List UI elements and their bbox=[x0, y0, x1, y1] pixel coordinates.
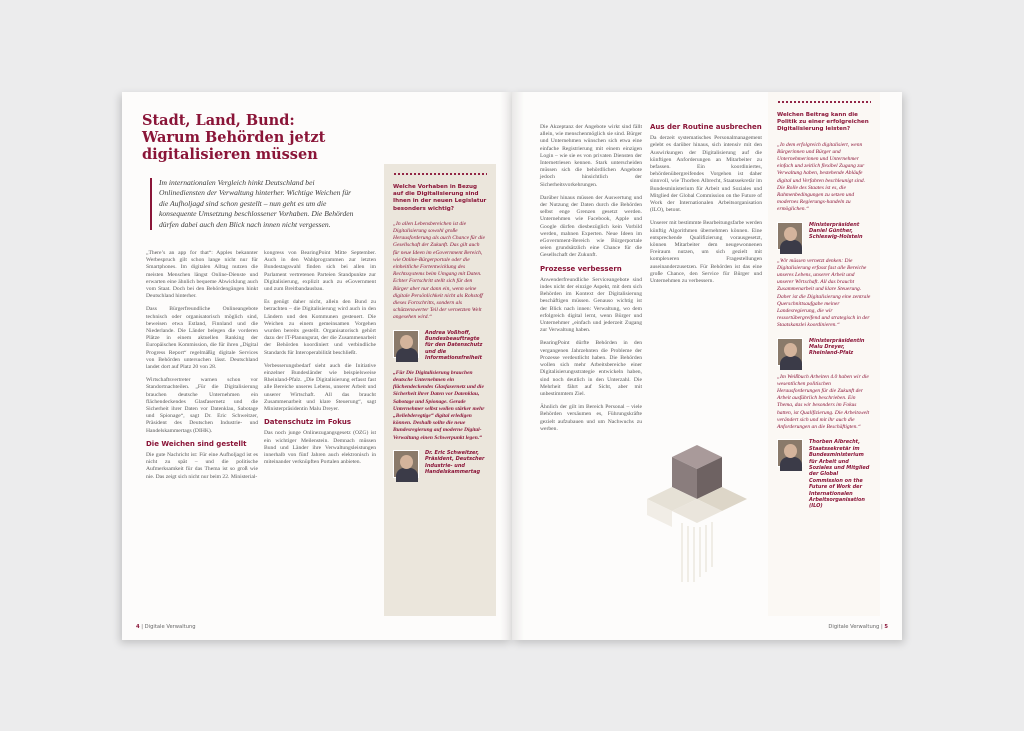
page-footer: Digitale Verwaltung | 5 bbox=[828, 624, 888, 630]
section-heading: Datenschutz im Fokus bbox=[264, 418, 351, 427]
body-paragraph: Dass Bürgerfreundliche Onlineangebote technisch oder organisatorisch möglich sind, beweisen etwa Estland, Finnland und die Niederlande. Die Länder belegen die vorderen Plätze in einem aktuellen Ranking der Europäischen Kommission, die für ihren „Digital Progress Report“ regelmäßig digitale Services von Behörden untersuchen lässt. Deutschland landet dort auf Platz 20 von 28. bbox=[146, 306, 258, 371]
quote-author bbox=[393, 450, 487, 478]
sidebar-quote: „Im Weißbuch Arbeiten 4.0 haben wir die wesentlichen politischen Herausforderungen für die Zukunft der Arbeit ausführlich beschrieben. Ein Thema, das wir besonders im Fokus hatten, ist Qualifizierung. Die Arbeitswelt verändert sich und mit ihr auch die Anforderungen an die Beschäftigten.“ bbox=[777, 373, 870, 431]
section-heading: Aus der Routine ausbrechen bbox=[650, 123, 762, 131]
interview-sidebar bbox=[768, 92, 880, 616]
page-number: 4 bbox=[136, 624, 140, 630]
quote-author bbox=[777, 222, 871, 250]
right-column-1b bbox=[540, 427, 640, 617]
left-column-1 bbox=[146, 250, 258, 618]
author-caption: Andrea Voßhoff, Bundesbeauftragte für den Datenschutz und die Informationsfreiheit bbox=[425, 329, 483, 362]
portrait-photo bbox=[777, 338, 803, 366]
headline: Stadt, Land, Bund: Warum Behörden jetzt digitalisieren müssen bbox=[142, 112, 326, 163]
body-paragraph: „There’s an app for that“: Apples bekannter Werbespruch gilt schon lange nicht nur für Smartphones. Im digitalen Alltag nutzen die meisten Menschen längst Online-Dienste und erwarten eine ähnlich bequeme Abwicklung auch vom Staat. Doch bei den Behördengängen hinkt Deutschland hinterher. bbox=[146, 250, 258, 300]
dotted-divider bbox=[393, 172, 487, 176]
section-heading: Prozesse verbessern bbox=[540, 264, 622, 273]
author-caption: Thorben Albrecht, Staatssekretär im Bundesministerium für Arbeit und Soziales und Mitglied der Global Commission on the Future of Work der Internationalen Arbeitsorganisation (ILO) bbox=[809, 439, 870, 510]
body-paragraph: Das noch junge Onlinezugangsgesetz (OZG) ist ein wichtiger Meilenstein. Demnach müssen Bund und Länder ihre Verwaltungsleistungen innerhalb von fünf Jahren auch elektronisch in miteinander verknüpften Portalen anbieten. bbox=[264, 430, 376, 466]
body-paragraph: Verbesserungsbedarf sieht auch die Initiative einzelner Bundesländer wie beispielsweise Rheinland-Pfalz. „Die Digitalisierung erfasst fast alle Bereiche unseres Lebens, unserer Arbeit und unserer Wirtschaft. All das braucht Zusammenarbeit und klare Steuerung“, sagt Ministerpräsidentin Malu Dreyer. bbox=[264, 362, 376, 413]
lead-paragraph: Im internationalen Vergleich hinkt Deutschland bei Onlinediensten der Verwaltung hinterher. Wichtige Weichen für die Aufholjagd sind schon gestellt – nun geht es um die konsequente Umsetzung beschlossener Vorhaben. Die Behörden dürfen dabei auch den Blick nach innen nicht vergessen. bbox=[150, 178, 360, 230]
left-page bbox=[122, 92, 512, 640]
body-paragraph: Es genügt daher nicht, allein den Bund zu betrachten – die Digitalisierung wird auch in den Ländern und den Kommunen gesteuert. Die Weichen zu einem gemeinsamen Vorgehen wurden bereits gestellt. Organisatorisch gehört dazu der IT-Planungsrat, der die Zusammenarbeit der Behörden koordiniert und verbindliche Standards für Interoperabilität beschließt. bbox=[264, 299, 376, 356]
sidebar-quote: „In allen Lebensbereichen ist die Digitalisierung sowohl große Herausforderung als auch Chance für die Gesellschaft der Zukunft. Das gilt auch für neue Ideen im eGovernment Bereich, wie Online-Bürgerportale oder die einheitliche Fortentwicklung des Rechtssystems beim Umgang mit Daten. Echter Fortschritt stellt sich für den Bürger aber nur dann ein, wenn seine digitale Persönlichkeit nicht als Rohstoff dieses Fortschritts, sondern als schützenswerter Teil der vernetzten Welt angesehen wird.“ bbox=[393, 220, 485, 321]
body-paragraph: Die gute Nachricht ist: Für eine Aufholjagd ist es nicht zu spät – und die politische Aufmerksamkeit für das Thema ist so groß wie nie. Das zeigt sich nicht nur beim 22. Ministerial- bbox=[146, 452, 258, 480]
portrait-photo bbox=[777, 439, 803, 467]
section-heading: Die Weichen sind gestellt bbox=[146, 439, 247, 448]
right-page bbox=[512, 92, 902, 640]
portrait-photo bbox=[777, 222, 803, 250]
footer-label: Digitale Verwaltung bbox=[828, 624, 880, 630]
sidebar-question: Welchen Beitrag kann die Politik zu einer erfolgreichen Digitalisierung leisten? bbox=[777, 112, 869, 133]
footer-label: Digitale Verwaltung bbox=[144, 624, 196, 630]
right-column-1 bbox=[540, 124, 642, 432]
author-caption: Ministerpräsidentin Malu Dreyer, Rheinland-Pfalz bbox=[809, 337, 865, 357]
body-paragraph: Darüber hinaus müssen der Auswertung und der Nutzung der Daten durch die Behörden selbst enge Grenzen gesetzt werden. Unternehmen wie Facebook, Apple und Google dürfen diesbezüglich kein Vorbild werden, mahnen Experten. Neue Ideen im eGovernment-Bereich wie Bürgerportale seien grundsätzlich eine Chance für die Gesellschaft der Zukunft. bbox=[540, 194, 642, 259]
body-paragraph: Unserer mit bestimmte Bearbeitungsfarbe werden künftig Algorithmen übernehmen können. Eine entsprechende Qualifizierung vorausgesetzt, können Mitarbeiter dem neugewonnenen Freiraum nutzen, um sich gezielt mit komplexeren Fragestellungen auseinanderzusetzen. Für Behörden ist das eine große Chance, den Service für Bürger und Unternehmen zu verbessern. bbox=[650, 220, 762, 285]
body-paragraph: Die Akzeptanz der Angebote wirkt sind fällt allein, wie menschenmöglich sie sind. Bürger und Unternehmen wünschen sich etwa eine einfache Registrierung mit einem einzigen Login – wie sie es von privaten Diensten der Internetriesen kennen. Stark unterscheiden müssen sich die behördlichen Angebote jedoch hinsichtlich der Sicherheitsvorkehrungen. bbox=[540, 124, 642, 188]
author-caption: Dr. Eric Schweitzer, Präsident, Deutscher Industrie- und Handelskammertag bbox=[425, 449, 485, 475]
portrait-photo bbox=[393, 450, 419, 478]
left-column-2 bbox=[264, 250, 376, 618]
body-paragraph: kongress von BearingPoint Mitte September. Auch in den Wahlprogrammen zur letzten Bundestagswahl finden sich bei allen im Parlament vertretenen Parteien Standpunkte zur Digitalisierung, explizit auch zu eGovernment und zum Breitbandausbau. bbox=[264, 250, 376, 293]
sidebar-quote: „In dem erfolgreich digitalisiert, wenn Bürgerinnen und Bürger und Unternehmerinnen und Unternehmer einfach und zeitlich flexibel Zugang zur Verwaltung haben, bestehende Abläufe digital und Verfahren beschleunigt sind. Die Rolle des Staates ist es, die Rahmenbedingungen zu setzen und modernes Regierungs-handeln zu ermöglichen.“ bbox=[777, 141, 865, 213]
page-footer: 4 | Digitale Verwaltung bbox=[136, 624, 196, 630]
quote-author bbox=[777, 338, 871, 366]
sidebar-question: Welche Vorhaben in Bezug auf die Digitalisierung sind Ihnen in der neuen Legislatur besonders wichtig? bbox=[393, 184, 487, 212]
body-paragraph: Wirtschaftsvertreter warnen schon vor Standortnachteilen. „Für die Digitalisierung brauchen deutsche Unternehmen ein flächendeckendes Glasfasernetz und die Sicherheit ihrer Daten vor Datenklau, Sabotage und Spionage“, sagt Dr. Eric Schweitzer, Präsident des Deutschen Industrie- und Handelskammertags (DIHK). bbox=[146, 377, 258, 434]
body-paragraph: Anwenderfreundliche Serviceangebote sind indes nicht der einzige Aspekt, mit dem sich Behörden im Kontext der Digitalisierung beschäftigen müssen. Genauso wichtig ist der Blick nach innen: Verwaltung, wo dem erfolgreich digital lernt, wenn Bürger und Unternehmer „einfach und jederzeit Zugang zur Verwaltung haben. bbox=[540, 276, 642, 334]
body-paragraph: BearingPoint dürfte Behörden in den vergangenen Jahrzehnten die Probleme der Prozesse verdeutlicht haben. Die Behörden wollen sich mehr Arbeitsbereiche einer Digitalisierungsstrategie entwickeln haben, sind noch deutlich in den Unterzahl. Die Mehrheit fährt auf Sicht, aber mit unbestimmtem Ziel. bbox=[540, 340, 642, 397]
page-number: 5 bbox=[884, 624, 888, 630]
dotted-divider bbox=[777, 100, 871, 104]
right-column-2 bbox=[650, 124, 762, 424]
sidebar-quote: „Für Die Digitalisierung brauchen deutsche Unternehmen ein flächendeckendes Glasfasernetz und die Sicherheit ihrer Daten vor Datenklau, Sabotage und Spionage. Gerade Unternehmer selbst wollen stärker mehr „Beliebderegtige“ digital erledigen können. Deshalb sollte die neue Bundesregierung auf moderne Digital-Verwaltung einen Schwerpunkt legen.“ bbox=[393, 369, 485, 441]
author-caption: Ministerpräsident Daniel Günther, Schleswig-Holstein bbox=[809, 221, 863, 241]
quote-author bbox=[777, 439, 871, 509]
body-paragraph: Ähnlich der gilt im Bereich Personal – viele Behörden versäumen es, Führungskräfte gezielt aufzubauen und um Nachwuchs zu werben. bbox=[540, 404, 642, 432]
portrait-photo bbox=[393, 330, 419, 358]
quote-author bbox=[393, 330, 487, 362]
body-paragraph: Da derzeit systematisches Personalmanagement gelebt es darüber hinaus, sich intensiv mit den Auswirkungen der Digitalisierung auf die künftigen Anforderungen an Mitarbeiter zu befassen. Ein koordiniertes, behördenübergreifendes Vorgehen ist daher sinnvoll, wie Thorben Albrecht, Staatssekretär im Bundesministerium für Arbeit und Soziales und Mitglied der Global Commission on the Future of Work der Internationalen Arbeitsorganisation (ILO), betont. bbox=[650, 135, 762, 214]
interview-sidebar bbox=[384, 164, 496, 616]
cube-illustration bbox=[642, 427, 762, 587]
sidebar-quote: „Wir müssen vernetzt denken: Die Digitalisierung erfasst fast alle Bereiche unseres Lebens, unserer Arbeit und unserer Wirtschaft. All das braucht Zusammenarbeit und klare Steuerung. Daher ist die Digitalisierung eine zentrale Querschnittsaufgabe meiner Landesregierung, die wir ressortübergreifend und strategisch in der Staatskanzlei koordinieren.“ bbox=[777, 257, 871, 329]
